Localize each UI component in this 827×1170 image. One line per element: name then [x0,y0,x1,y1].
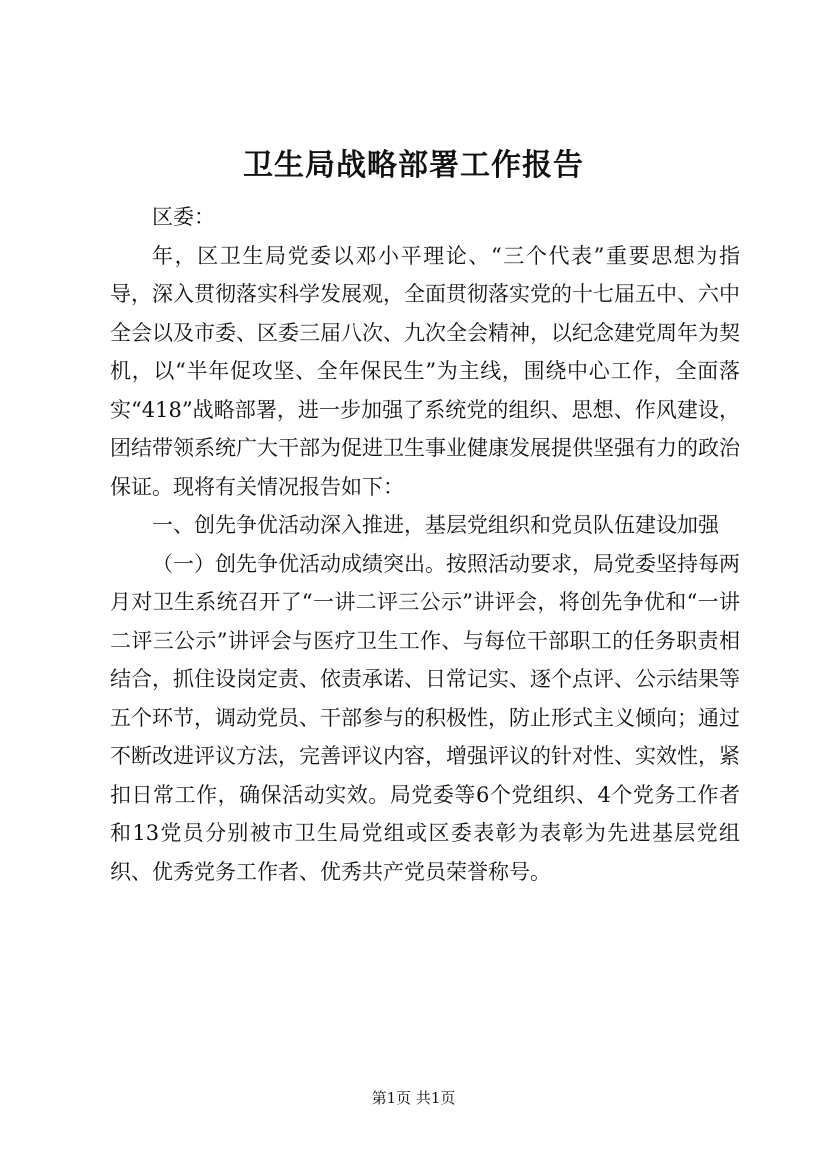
section-paragraph: （一）创先争优活动成绩突出。按照活动要求，局党委坚持每两月对卫生系统召开了“一讲二评三公示”讲评会，将创先争优和“一讲二评三公示”讲评会与医疗卫生工作、与每位干部职工的任务职责相结合，抓住设岗定责、依责承诺、日常记实、逐个点评、公示结果等五个环节，调动党员、干部参与的积极性，防止形式主义倾向；通过不断改进评议方法，完善评议内容，增强评议的针对性、实效性，紧扣日常工作，确保活动实效。局党委等6个党组织、4个党务工作者和13党员分别被市卫生局党组或区委表彰为表彰为先进基层党组织、优秀党务工作者、优秀共产党员荣誉称号。 [110,551,740,884]
page-footer: 第1页 共1页 [371,1089,456,1107]
intro-paragraph: 年，区卫生局党委以邓小平理论、“三个代表”重要思想为指导，深入贯彻落实科学发展观，全面贯彻落实党的十七届五中、六中全会以及市委、区委三届八次、九次全会精神，以纪念建党周年为契机，以“半年促攻坚、全年保民生”为主线，围绕中心工作，全面落实“418”战略部署，进一步加强了系统党的组织、思想、作风建设，团结带领系统广大干部为促进卫生事业健康发展提供坚强有力的政治保证。现将有关情况报告如下： [110,243,740,499]
section-heading: 一、创先争优活动深入推进，基层党组织和党员队伍建设加强 [152,513,719,537]
salutation: 区委： [152,205,215,229]
document-title: 卫生局战略部署工作报告 [243,148,584,183]
document-body [110,198,740,891]
